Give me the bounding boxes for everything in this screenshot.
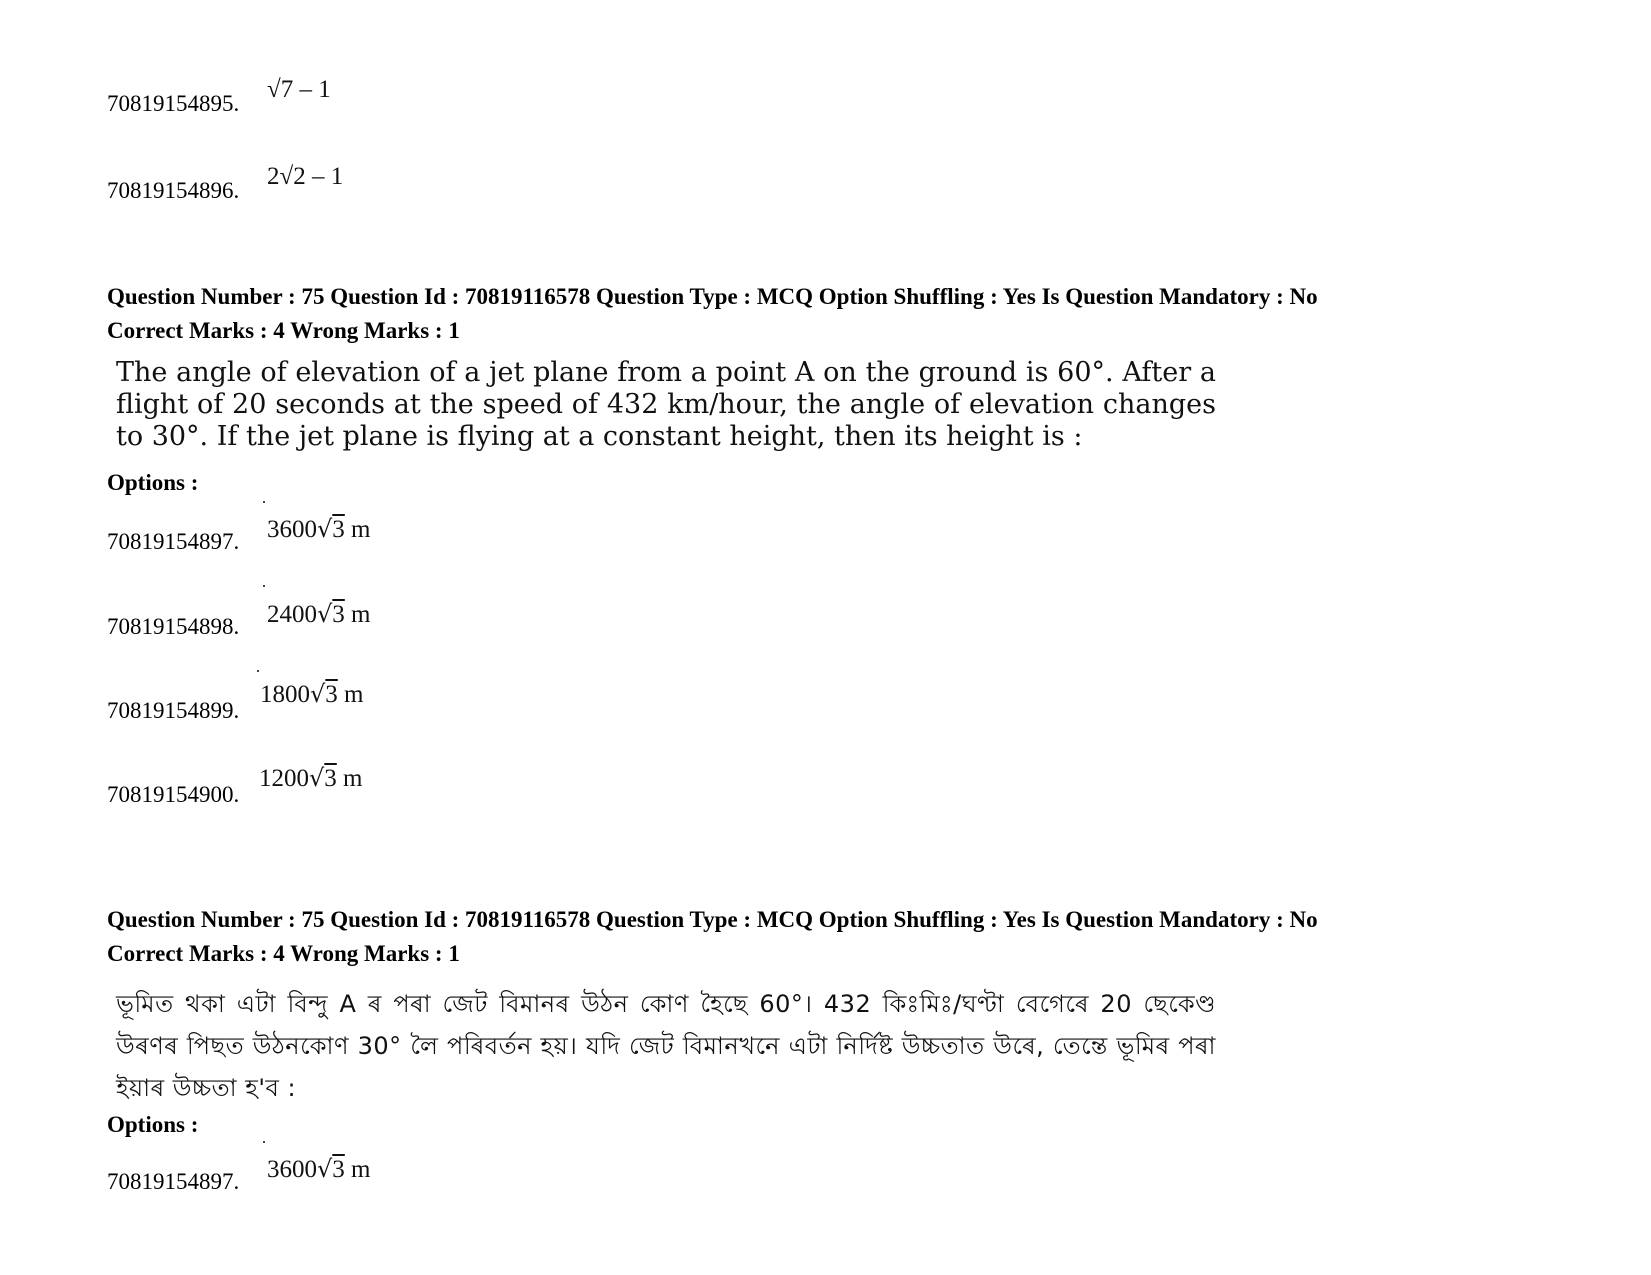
radicand: 3	[332, 1156, 345, 1183]
sqrt-icon: √	[317, 515, 333, 543]
option-id: 70819154898.	[107, 614, 240, 639]
question-text: ভূমিত থকা এটা বিন্দু A ৰ পৰা জেট বিমানৰ উঠন কোণ হৈছে 60°। 432 কিঃমিঃ/ঘণ্টা বেগেৰে 20 ছেকেণ্ড উৰণৰ পিছত উঠনকোণ 30° লৈ পৰিবৰ্তন হয়। যদি জেট বিমানখনে এটা নিৰ্দিষ্ট উচ্চতাত উৰে, তেন্তে ভূমিৰ পৰা ইয়াৰ উচ্চতা হ'ব :	[116, 990, 1216, 1102]
question-header	[107, 280, 1607, 348]
option-expression	[267, 514, 371, 545]
option-expression: √7 – 1	[267, 76, 331, 103]
coefficient: 3600	[267, 1156, 317, 1183]
marks-line: Correct Marks : 4 Wrong Marks : 1	[107, 318, 460, 343]
coefficient: 2400	[267, 601, 317, 628]
option-expression	[267, 599, 371, 630]
unit: m	[351, 516, 371, 543]
option-expression	[267, 1154, 371, 1185]
option-row	[107, 664, 907, 724]
option-row	[107, 1135, 907, 1195]
radicand: 3	[324, 765, 337, 792]
options-label: Options :	[107, 470, 199, 495]
sqrt-icon: √	[317, 600, 333, 628]
option-expression	[260, 679, 364, 710]
option-id: 70819154899.	[107, 698, 240, 723]
radicand: 3	[325, 681, 338, 708]
coefficient: 1800	[260, 681, 310, 708]
option-id: 70819154896.	[107, 178, 240, 203]
radicand: 3	[332, 601, 345, 628]
option-row	[107, 144, 907, 204]
unit: m	[344, 681, 364, 708]
scan-dot	[263, 585, 265, 587]
option-id: 70819154895.	[107, 91, 240, 116]
unit: m	[343, 765, 363, 792]
marks-line: Correct Marks : 4 Wrong Marks : 1	[107, 941, 460, 966]
option-id: 70819154900.	[107, 782, 240, 807]
question-text: The angle of elevation of a jet plane from a point A on the ground is 60°. After a flight of 20 seconds at the speed of 432 km/hour, the angle of elevation changes to 30°. If the jet plane is flying at a constant height, then its height is :	[116, 357, 1216, 452]
unit: m	[351, 1156, 371, 1183]
option-id: 70819154897.	[107, 1169, 240, 1194]
option-row	[107, 580, 907, 640]
question-header	[107, 903, 1607, 971]
option-id: 70819154897.	[107, 529, 240, 554]
scan-dot	[263, 501, 265, 503]
sqrt-icon: √	[317, 1155, 333, 1183]
unit: m	[351, 601, 371, 628]
option-expression: 2√2 – 1	[267, 163, 344, 190]
question-meta-line: Question Number : 75 Question Id : 70819116578 Question Type : MCQ Option Shuffling : Yes Is Question Mandatory : No	[107, 284, 1318, 309]
sqrt-icon: √	[310, 680, 326, 708]
options-label: Options :	[107, 1112, 199, 1137]
scan-dot	[263, 1141, 265, 1143]
scan-dot	[257, 670, 259, 672]
sqrt-icon: √	[309, 764, 325, 792]
option-row	[107, 57, 907, 117]
coefficient: 1200	[259, 765, 309, 792]
question-meta-line: Question Number : 75 Question Id : 70819116578 Question Type : MCQ Option Shuffling : Yes Is Question Mandatory : No	[107, 907, 1318, 932]
option-row	[107, 495, 907, 555]
radicand: 3	[332, 516, 345, 543]
option-expression	[259, 763, 363, 794]
coefficient: 3600	[267, 516, 317, 543]
option-row	[107, 748, 907, 808]
